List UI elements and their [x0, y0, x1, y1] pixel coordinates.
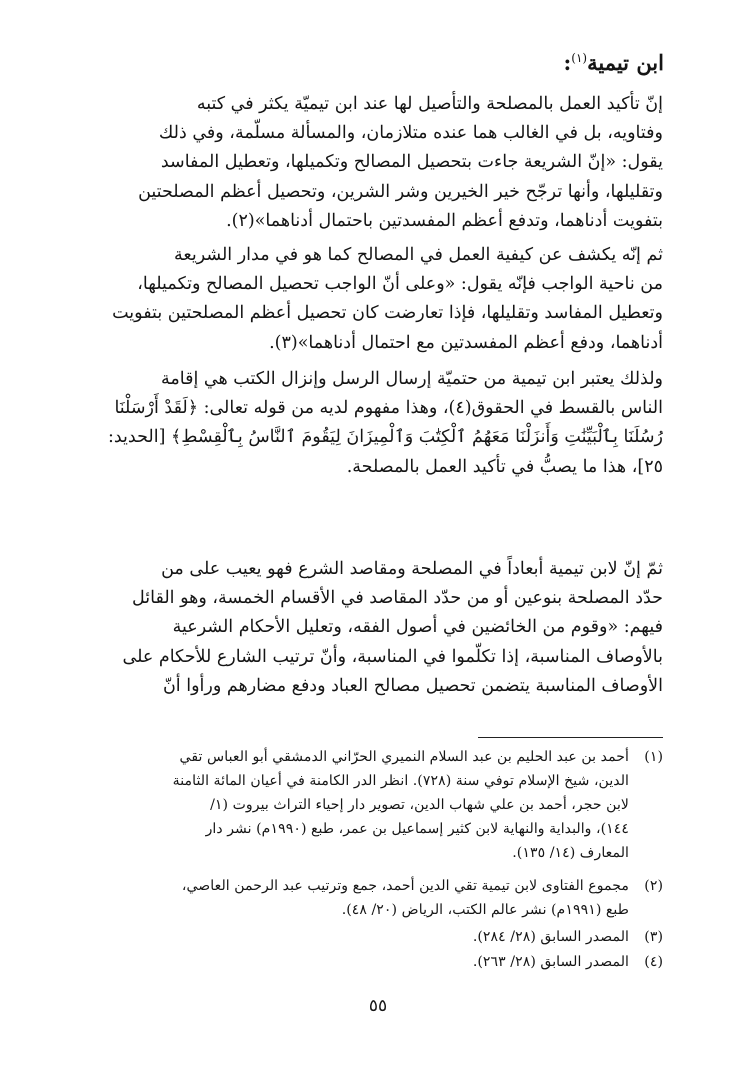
paragraph-4 — [86, 555, 663, 701]
paragraph-line: وتقليلها، وأنها ترجّح خير الخيرين وشر الشرين، وتحصيل أعظم المصلحتين — [138, 181, 663, 202]
section-heading — [564, 50, 665, 75]
footnote-separator — [478, 737, 663, 738]
footnote-line: طبع (١٩٩١م) نشر عالم الكتب، الرياض (٢٠/ ٤٨). — [341, 902, 629, 918]
paragraph-line: الأوصاف المناسبة يتضمن تحصيل مصالح العباد ودفع مضارهم ورأوا أنّ — [162, 675, 663, 696]
footnote-line: المصدر السابق (٢٨/ ٢٦٣). — [472, 954, 629, 970]
footnote-4 — [86, 950, 663, 974]
footnote-number: (٤) — [644, 954, 663, 970]
footnote-number: (١) — [644, 749, 663, 765]
heading-colon: : — [563, 50, 572, 75]
paragraph-line: إنّ تأكيد العمل بالمصلحة والتأصيل لها عند ابن تيميّة يكثر في كتبه — [196, 94, 663, 114]
footnote-line: مجموع الفتاوى لابن تيمية تقي الدين أحمد، جمع وترتيب عبد الرحمن العاصي، — [181, 878, 629, 894]
footnote-line: ١٤٤)، والبداية والنهاية لابن كثير إسماعيل بن عمر، طبع (١٩٩٠م) نشر دار — [205, 821, 629, 837]
heading-footnote-ref[interactable]: (١) — [571, 51, 588, 65]
footnote-line: لابن حجر، أحمد بن علي شهاب الدين، تصوير دار إحياء التراث بيروت (١/ — [210, 797, 629, 813]
paragraph-line: أدناهما، ودفع أعظم المفسدتين مع احتمال أدناهما»(٣). — [269, 332, 663, 353]
paragraph-line: يقول: «إنّ الشريعة جاءت بتحصيل المصالح وتكميلها، وتعطيل المفاسد — [160, 152, 663, 173]
heading-text: ابن تيمية — [587, 50, 664, 75]
footnote-3 — [86, 925, 663, 949]
page-number: ٥٥ — [368, 996, 388, 1016]
paragraph-line: وفتاويه، بل في الغالب هما عنده متلازمان، والمسألة مسلّمة، وفي ذلك — [158, 123, 663, 144]
footnote-line: المعارف (١٤/ ١٣٥). — [512, 845, 629, 861]
paragraph-1 — [86, 90, 663, 236]
footnote-line: الدين، شيخ الإسلام توفي سنة (٧٢٨). انظر الدر الكامنة في أعيان المائة الثامنة — [172, 773, 629, 789]
paragraph-2 — [86, 241, 663, 358]
paragraph-line: وتعطيل المفاسد وتقليلها، فإذا تعارضت كان تحصيل أعظم المصلحتين بتفويت — [112, 303, 663, 324]
paragraph-line: ٢٥]، هذا ما يصبُّ في تأكيد العمل بالمصلحة. — [346, 456, 663, 477]
footnote-number: (٣) — [644, 929, 663, 945]
paragraph-line: ثمّ إنّ لابن تيمية أبعاداً في المصلحة ومقاصد الشرع فهو يعيب على من — [161, 559, 663, 579]
paragraph-line: بتفويت أدناهما، وتدفع أعظم المفسدتين باحتمال أدناهما»(٢). — [226, 210, 663, 231]
footnote-line: أحمد بن عبد الحليم بن عبد السلام النميري الحرّاني الدمشقي أبو العباس تقي — [179, 749, 629, 765]
paragraph-line: الناس بالقسط في الحقوق(٤)، وهذا مفهوم لديه من قوله تعالى: ﴿لَقَدْ أَرْسَلْنَا — [114, 398, 663, 419]
footnote-2 — [86, 874, 663, 922]
paragraph-line: فيهم: «وقوم من الخائضين في أصول الفقه، وتعليل الأحكام الشرعية — [172, 617, 663, 638]
paragraph-line: ثم إنّه يكشف عن كيفية العمل في المصالح كما هو في مدار الشريعة — [174, 245, 663, 265]
footnote-1 — [86, 745, 663, 865]
quran-verse-line: رُسُلَنَا بِٱلْبَيِّنَٰتِ وَأَنزَلْنَا مَعَهُمُ ٱلْكِتَٰبَ وَٱلْمِيزَانَ لِيَقُومَ ٱلنَّاسُ بِٱلْقِسْطِ﴾ [الحديد: — [107, 427, 663, 448]
footnote-number: (٢) — [644, 878, 663, 894]
paragraph-line: بالأوصاف المناسبة، إذا تكلّموا في المناسبة، وأنّ ترتيب الشارع للأحكام على — [122, 646, 663, 667]
paragraph-line: ولذلك يعتبر ابن تيمية من حتميّة إرسال الرسل وإنزال الكتب هي إقامة — [161, 369, 663, 389]
paragraph-line: من ناحية الواجب فإنّه يقول: «وعلى أنّ الواجب تحصيل المصالح وتكميلها، — [137, 274, 663, 295]
paragraph-line: حدّد المصلحة بنوعين أو من حدّد المقاصد في الأقسام الخمسة، وهو القائل — [132, 588, 663, 609]
paragraph-3 — [86, 365, 663, 482]
footnote-line: المصدر السابق (٢٨/ ٢٨٤). — [472, 929, 629, 945]
